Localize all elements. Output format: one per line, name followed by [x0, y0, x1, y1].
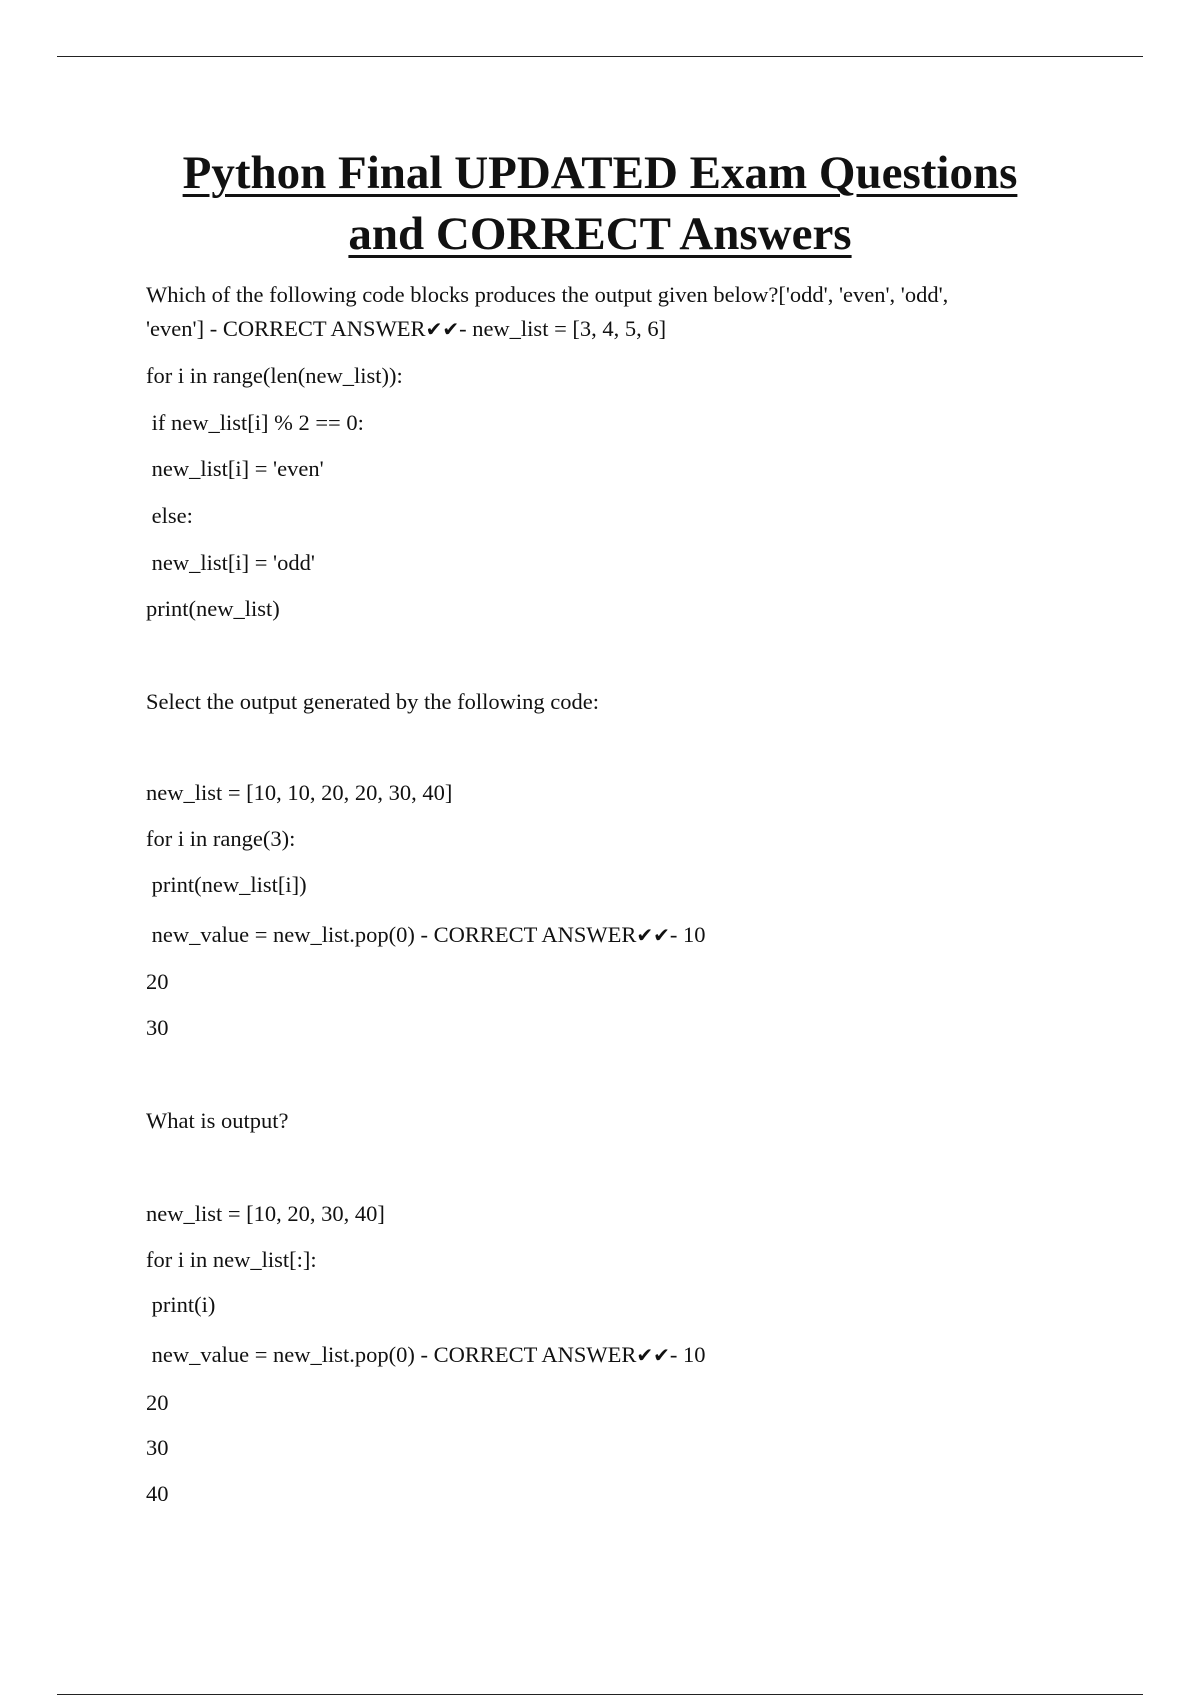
- checkmark-icon: ✔✔: [636, 923, 670, 947]
- top-rule: [57, 56, 1143, 57]
- title-line-1: Python Final UPDATED Exam Questions: [182, 147, 1018, 199]
- q2-output-line: 20: [146, 969, 169, 994]
- title-line-2: and CORRECT Answers: [348, 208, 852, 260]
- q1-code-line: print(new_list): [146, 596, 280, 621]
- q3-answer-line: [146, 1340, 706, 1370]
- q1-text-start: 'even'] - CORRECT ANSWER: [146, 316, 426, 341]
- bottom-rule: [57, 1694, 1143, 1695]
- q1-text-line-1: Which of the following code blocks produces the output given below?['odd', 'even', 'odd',: [146, 282, 949, 307]
- checkmark-icon: ✔✔: [425, 317, 460, 341]
- q2-output-line: 30: [146, 1015, 169, 1040]
- q2-answer-start: new_value = new_list.pop(0) - CORRECT ANSWER: [146, 922, 637, 947]
- q2-code-line: for i in range(3):: [146, 826, 296, 851]
- q2-answer-line: [146, 920, 706, 950]
- q3-output-line: 20: [146, 1390, 169, 1415]
- q1-code-line: new_list[i] = 'odd': [146, 550, 315, 575]
- q3-output-line: 40: [146, 1481, 169, 1506]
- q1-code-line: else:: [146, 503, 193, 528]
- q1-answer: - new_list = [3, 4, 5, 6]: [459, 316, 667, 341]
- q3-answer: - 10: [669, 1342, 706, 1367]
- q2-answer: - 10: [669, 922, 706, 947]
- q2-code-line: print(new_list[i]): [146, 872, 307, 897]
- q3-code-line: new_list = [10, 20, 30, 40]: [146, 1201, 385, 1226]
- checkmark-icon: ✔✔: [636, 1343, 670, 1367]
- q1-text-line-2: [146, 314, 666, 344]
- q2-code-line: new_list = [10, 10, 20, 20, 30, 40]: [146, 780, 453, 805]
- q3-answer-start: new_value = new_list.pop(0) - CORRECT ANSWER: [146, 1342, 637, 1367]
- q1-code-line: for i in range(len(new_list)):: [146, 363, 403, 388]
- q3-prompt: What is output?: [146, 1108, 289, 1133]
- q2-prompt: Select the output generated by the following code:: [146, 689, 599, 714]
- q3-code-line: print(i): [146, 1292, 216, 1317]
- q3-output-line: 30: [146, 1435, 169, 1460]
- page-title: [0, 143, 1200, 265]
- q3-code-line: for i in new_list[:]:: [146, 1247, 317, 1272]
- q1-code-line: new_list[i] = 'even': [146, 456, 324, 481]
- q1-code-line: if new_list[i] % 2 == 0:: [146, 410, 364, 435]
